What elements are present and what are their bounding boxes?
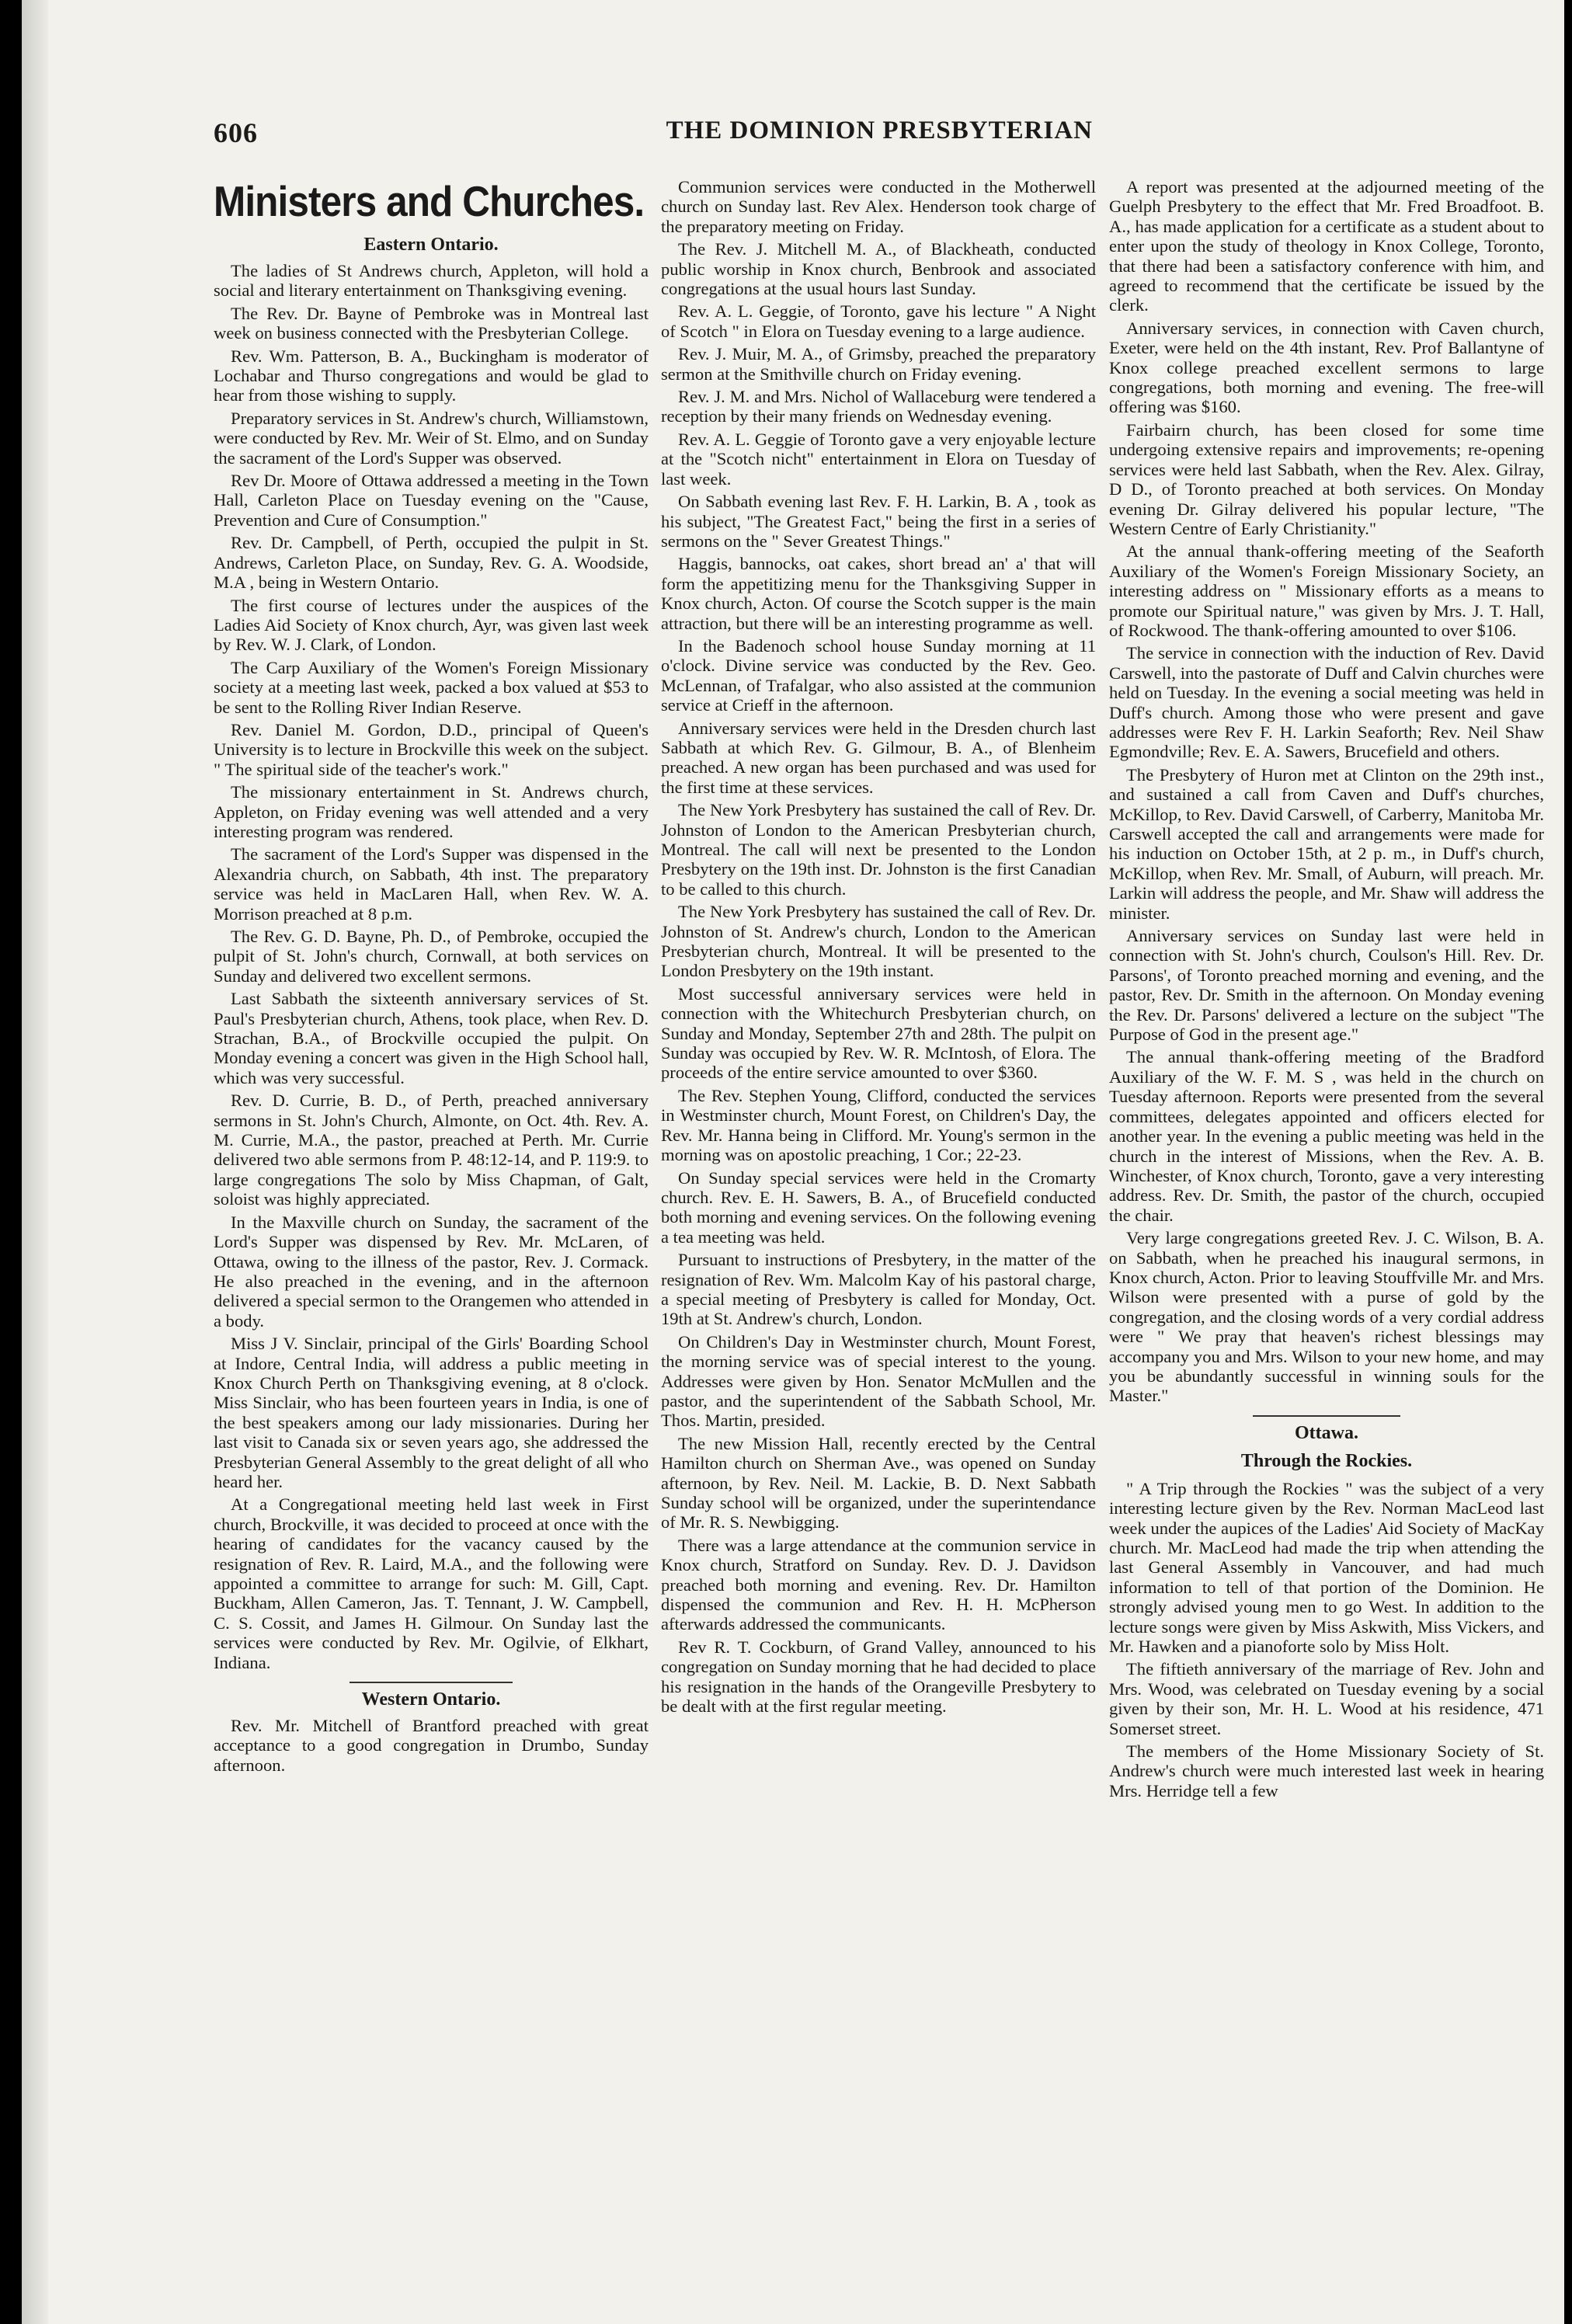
news-item: On Sunday special services were held in the Cromarty church. Rev. E. H. Sawers, B. A., of Brucefield conducted both morning and evening services. On the following evening a tea meeting was held.: [661, 1167, 1096, 1247]
page-number: 606: [214, 117, 258, 148]
column-3: [1109, 177, 1544, 1804]
section-masthead: Ministers and Churches.: [214, 177, 645, 225]
news-item: The annual thank-offering meeting of the Bradford Auxiliary of the W. F. M. S , was held in the church on Tuesday afternoon. Reports were presented from the several committees, delegates appointed and officers elected for another year. In the evening a public meeting was held in the church in the interest of Missions, when the Rev. A. B. Winchester, of Knox church, Toronto, gave a very interesting address. Rev. Dr. Smith, the pastor of the church, occupied the chair.: [1109, 1047, 1544, 1225]
news-item: Last Sabbath the sixteenth anniversary services of St. Paul's Presbyterian church, Athens, took place, when Rev. D. Strachan, B.A., of Brockville occupied the pulpit. On Monday evening a concert was given in the High School hall, which was very successful.: [214, 989, 649, 1087]
news-item: Anniversary services on Sunday last were held in connection with St. John's church, Coulson's Hill. Rev. Dr. Parsons', of Toronto preached morning and evening, and the pastor, Rev. Dr. Smith in the afternoon. On Monday evening the Rev. Dr. Parsons' delivered a lecture on the subject "The Purpose of God in the present age.": [1109, 926, 1544, 1045]
news-item: The Rev. G. D. Bayne, Ph. D., of Pembroke, occupied the pulpit of St. John's church, Cornwall, at both services on Sunday and delivered two excellent sermons.: [214, 927, 649, 986]
news-item: Anniversary services, in connection with Caven church, Exeter, were held on the 4th instant, Rev. Prof Ballantyne of Knox college preached excellent sermons to large congregations, both morning and evening. The free-will offering was $160.: [1109, 318, 1544, 417]
news-item: Rev. A. L. Geggie, of Toronto, gave his lecture " A Night of Scotch " in Elora on Tuesday evening to a large audience.: [661, 301, 1096, 341]
running-title: THE DOMINION PRESBYTERIAN: [666, 117, 1093, 144]
news-item: In the Maxville church on Sunday, the sacrament of the Lord's Supper was dispensed by Rev. Mr. McLaren, of Ottawa, owing to the illness of the pastor, Rev. J. Cormack. He also preached in the evening, and in the afternoon delivered a special sermon to the Orangemen who attended in a body.: [214, 1212, 649, 1331]
news-item: The Rev. Dr. Bayne of Pembroke was in Montreal last week on business connected with the Presbyterian College.: [214, 303, 649, 343]
news-item: Pursuant to instructions of Presbytery, in the matter of the resignation of Rev. Wm. Malcolm Kay of his pastoral charge, a special meeting of Presbytery is called for Monday, Oct. 19th at St. Andrew's church, London.: [661, 1250, 1096, 1329]
news-item: The members of the Home Missionary Society of St. Andrew's church were much interested last week in hearing Mrs. Herridge tell a few: [1109, 1741, 1544, 1800]
news-item: Rev. A. L. Geggie of Toronto gave a very enjoyable lecture at the "Scotch nicht" entertainment in Elora on Tuesday of last week.: [661, 429, 1096, 489]
news-item: In the Badenoch school house Sunday morning at 11 o'clock. Divine service was conducted by the Rev. Geo. McLennan, of Trafalgar, who also assisted at the communion service at Crieff in the afternoon.: [661, 635, 1096, 715]
news-item: There was a large attendance at the communion service in Knox church, Stratford on Sunday. Rev. D. J. Davidson preached both morning and evening. Rev. Dr. Hamilton dispensed the communion and Rev. H. H. McPherson afterwards addressed the communicants.: [661, 1535, 1096, 1634]
heading-eastern-ontario: Eastern Ontario.: [363, 235, 499, 255]
news-item: On Children's Day in Westminster church, Mount Forest, the morning service was of special interest to the young. Addresses were given by Hon. Senator McMullen and the pastor, and the superintendent of the Sabbath School, Mr. Thos. Martin, presided.: [661, 1331, 1096, 1431]
news-item: Rev. Wm. Patterson, B. A., Buckingham is moderator of Lochabar and Thurso congregations and would be glad to hear from those wishing to supply.: [214, 346, 649, 405]
heading-ottawa: Ottawa.: [1295, 1422, 1358, 1443]
news-item: Rev. Daniel M. Gordon, D.D., principal of Queen's University is to lecture in Brockville this week on the subject. " The spiritual side of the teacher's work.": [214, 719, 649, 779]
news-item: At a Congregational meeting held last week in First church, Brockville, it was decided to proceed at once with the hearing of candidates for the vacancy caused by the resignation of Rev. R. Laird, M.A., and the following were appointed a committee to arrange for such: M. Gill, Capt. Buckham, Allen Cameron, Jas. T. Tennant, J. W. Campbell, C. S. Cossit, and James H. Gilmour. On Sunday last the services were conducted by Rev. Mr. Ogilvie, of Elkhart, Indiana.: [214, 1494, 649, 1672]
news-item: The sacrament of the Lord's Supper was dispensed in the Alexandria church, on Sabbath, 4th inst. The preparatory service was held in MacLaren Hall, when Rev. W. A. Morrison preached at 8 p.m.: [214, 844, 649, 924]
news-item: " A Trip through the Rockies " was the subject of a very interesting lecture given by the Rev. Norman MacLeod last week under the aupices of the Ladies' Aid Society of MacKay church. Mr. MacLeod had made the trip when attending the last General Assembly in Vancouver, and had much information to tell of that portion of the Dominion. He strongly advised young men to go West. In addition to the lecture songs were given by Miss Askwith, Miss Vickers, and Mr. Hawken and a pianoforte solo by Miss Holt.: [1109, 1478, 1544, 1657]
news-item: At the annual thank-offering meeting of the Seaforth Auxiliary of the Women's Foreign Missionary Society, an interesting address on " Missionary efforts as a means to promote our Spiritual nature," was given by Mrs. J. T. Hall, of Rockwood. The thank-offering amounted to over $106.: [1109, 541, 1544, 640]
news-item: Rev. J. M. and Mrs. Nichol of Wallaceburg were tendered a reception by their many friends on Wednesday evening.: [661, 387, 1096, 426]
news-item: The fiftieth anniversary of the marriage of Rev. John and Mrs. Wood, was celebrated on Tuesday evening by a social given by their son, Mr. H. L. Wood at his residence, 471 Somerset street.: [1109, 1659, 1544, 1738]
news-item: Miss J V. Sinclair, principal of the Girls' Boarding School at Indore, Central India, will address a public meeting in Knox Church Perth on Thanksgiving evening, at 8 o'clock. Miss Sinclair, who has been fourteen years in India, is one of the best speakers among our lady missionaries. During her last visit to Canada six or seven years ago, she addressed the Presbyterian General Assembly to the great delight of all who heard her.: [214, 1334, 649, 1491]
news-item: Rev. Dr. Campbell, of Perth, occupied the pulpit in St. Andrews, Carleton Place, on Sunday, Rev. G. A. Woodside, M.A , being in Western Ontario.: [214, 533, 649, 593]
page-header: [214, 117, 1093, 152]
news-item: On Sabbath evening last Rev. F. H. Larkin, B. A , took as his subject, "The Greatest Fact," being the first in a series of sermons on the " Sever Greatest Things.": [661, 492, 1096, 551]
page-edge-shadow: [22, 0, 48, 2324]
news-item: Very large congregations greeted Rev. J. C. Wilson, B. A. on Sabbath, when he preached his inaugural sermons, in Knox church, Acton. Prior to leaving Stouffville Mr. and Mrs. Wilson were presented with a purse of gold by the congregation, and the closing words of a very cordial address were " We pray that heaven's richest blessings may accompany you and Mrs. Wilson to your new home, and may you be abundantly successful in winning souls for the Master.": [1109, 1228, 1544, 1406]
newspaper-page: [22, 0, 1564, 2324]
news-item: Communion services were conducted in the Motherwell church on Sunday last. Rev Alex. Henderson took charge of the preparatory meeting on Friday.: [661, 177, 1096, 236]
news-item: Fairbairn church, has been closed for some time undergoing extensive repairs and improvements; re-opening services were held last Sabbath, when the Rev. Alex. Gilray, D D., of Toronto preached at both services. On Monday evening Dr. Gilray delivered his popular lecture, "The Western Centre of Early Christianity.": [1109, 419, 1544, 538]
news-item: Haggis, bannocks, oat cakes, short bread an' a' that will form the appetitizing menu for the Thanksgiving Supper in Knox church, Acton. Of course the Scotch supper is the main attraction, but there will be an interesting programme as well.: [661, 554, 1096, 633]
news-item: The first course of lectures under the auspices of the Ladies Aid Society of Knox church, Ayr, was given last week by Rev. W. J. Clark, of London.: [214, 595, 649, 655]
news-item: The Presbytery of Huron met at Clinton on the 29th inst., and sustained a call from Caven and Duff's churches, McKillop, to Rev. David Carswell, of Carberry, Manitoba Mr. Carswell accepted the call and arrangements were made for his induction on October 15th, at 2 p. m., in Duff's church, McKillop, when Rev. Mr. Small, of Auburn, will preach. Mr. Larkin will address the people, and Mr. Shaw will address the minister.: [1109, 764, 1544, 923]
news-item: Rev. J. Muir, M. A., of Grimsby, preached the preparatory sermon at the Smithville church on Friday evening.: [661, 344, 1096, 384]
news-item: Rev Dr. Moore of Ottawa addressed a meeting in the Town Hall, Carleton Place on Tuesday evening on the "Cause, Prevention and Cure of Consumption.": [214, 471, 649, 530]
news-item: Preparatory services in St. Andrew's church, Williamstown, were conducted by Rev. Mr. Weir of St. Elmo, and on Sunday the sacrament of the Lord's Supper was observed.: [214, 408, 649, 468]
news-item: The missionary entertainment in St. Andrews church, Appleton, on Friday evening was well attended and a very interesting program was rendered.: [214, 782, 649, 841]
news-item: The service in connection with the induction of Rev. David Carswell, into the pastorate of Duff and Calvin churches were held on Tuesday. In the evening a social meeting was held in Duff's church. Among those who were present and gave addresses were Rev F. H. Larkin Seaforth; Rev. Neil Shaw Egmondville; Rev. E. A. Sawers, Brucefield and others.: [1109, 643, 1544, 762]
news-item: Rev. D. Currie, B. D., of Perth, preached anniversary sermons in St. John's Church, Almonte, on Oct. 4th. Rev. A. M. Currie, M.A., the pastor, preached at Perth. Mr. Currie delivered two able sermons from P. 48:12-14, and P. 119:9. to large congregations The solo by Miss Chapman, of Galt, soloist was highly appreciated.: [214, 1091, 649, 1209]
news-item: The Carp Auxiliary of the Women's Foreign Missionary society at a meeting last week, packed a box valued at $53 to be sent to the Rolling River Indian Reserve.: [214, 657, 649, 717]
news-item: Anniversary services were held in the Dresden church last Sabbath at which Rev. G. Gilmour, B. A., of Blenheim preached. A new organ has been purchased and was used for the first time at these services.: [661, 718, 1096, 797]
section-divider: [350, 1682, 513, 1683]
heading-western-ontario: Western Ontario.: [361, 1689, 501, 1710]
news-item: The Rev. J. Mitchell M. A., of Blackheath, conducted public worship in Knox church, Benbrook and associated congregations at the usual hours last Sunday.: [661, 239, 1096, 299]
news-item: A report was presented at the adjourned meeting of the Guelph Presbytery to the effect that Mr. Fred Broadfoot. B. A., has made application for a certificate as a student about to enter upon the study of theology in Knox College, Toronto, that there had been a satisfactory conference with him, and agreed to recommend that the certificate be issued by the clerk.: [1109, 177, 1544, 315]
news-item: Rev. Mr. Mitchell of Brantford preached with great acceptance to a good congregation in Drumbo, Sunday afternoon.: [214, 1716, 649, 1775]
news-item: Rev R. T. Cockburn, of Grand Valley, announced to his congregation on Sunday morning that he had decided to place his resignation in the hands of the Orangeville Presbytery to be dealt with at the first regular meeting.: [661, 1637, 1096, 1717]
news-item: Most successful anniversary services were held in connection with the Whitechurch Presbyterian church, on Sunday and Monday, September 27th and 28th. The pulpit on Sunday was occupied by Rev. W. R. McIntosh, of Elora. The proceeds of the entire service amounted to over $360.: [661, 983, 1096, 1083]
column-2: [661, 177, 1096, 1719]
news-item: The New York Presbytery has sustained the call of Rev. Dr. Johnston of St. Andrew's church, London to the American Presbyterian church, Montreal. It will be presented to the London Presbytery on the 19th instant.: [661, 902, 1096, 981]
column-1: [214, 177, 649, 1778]
news-item: The new Mission Hall, recently erected by the Central Hamilton church on Sherman Ave., was opened on Sunday afternoon, by Rev. Neil. M. Lackie, B. D. Next Sabbath Sunday school will be organized, under the superintendance of Mr. R. S. Newbigging.: [661, 1433, 1096, 1533]
news-item: The New York Presbytery has sustained the call of Rev. Dr. Johnston of London to the American Presbyterian church, Montreal. The call will next be presented to the London Presbytery on the 19th inst. Dr. Johnston is the first Canadian to be called to this church.: [661, 800, 1096, 899]
section-divider: [1253, 1415, 1400, 1417]
subheading-through-the-rockies: Through the Rockies.: [1240, 1450, 1413, 1471]
news-item: The Rev. Stephen Young, Clifford, conducted the services in Westminster church, Mount Forest, on Children's Day, the Rev. Mr. Hanna being in Clifford. Mr. Young's sermon in the morning was on apostolic preaching, 1 Cor.; 22-23.: [661, 1085, 1096, 1165]
news-item: The ladies of St Andrews church, Appleton, will hold a social and literary entertainment on Thanksgiving evening.: [214, 261, 649, 301]
